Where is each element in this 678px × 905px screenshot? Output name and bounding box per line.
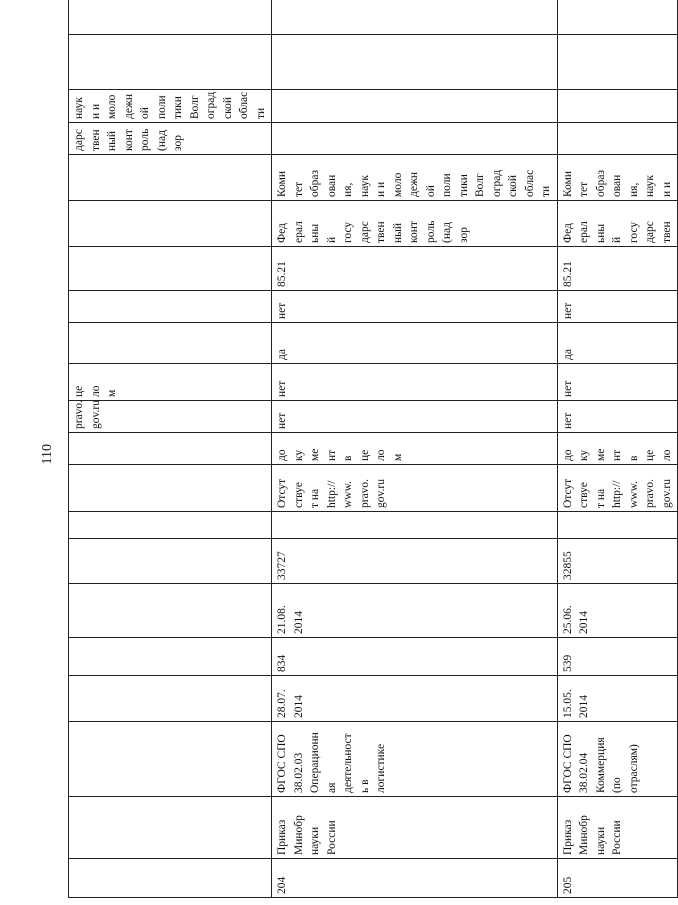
table-cell	[272, 201, 558, 247]
cell-text: 85.21	[561, 261, 574, 287]
cell-text: до ку ме нт в це ло м	[276, 448, 404, 461]
cell-text: pravo. gov.ru	[73, 399, 102, 429]
table-cell	[69, 512, 272, 539]
cell-text: 33727	[276, 551, 288, 580]
table-cell	[272, 123, 558, 155]
table-cell	[557, 512, 678, 539]
cell-text: Приказ Минобр науки России	[276, 815, 338, 855]
table-cell	[69, 797, 272, 859]
cell-text: 205	[561, 876, 574, 894]
table-cell	[272, 512, 558, 539]
table-cell	[272, 539, 558, 584]
cell-text: ФГОС СПО 38.02.04 Коммерция (по отраслям)	[561, 734, 640, 793]
table-cell	[557, 291, 678, 323]
cell-text: Отсут ствуе т на http:// www. pravo. gov.ru	[276, 478, 387, 508]
cell-text: до ку ме нт в це ло	[561, 448, 673, 461]
table-cell	[272, 465, 558, 512]
table-cell	[557, 638, 678, 676]
cell-text: Фед ерал ьны й госу дарс твен ный конт роль (над зор	[276, 220, 470, 243]
cell-text: нет	[561, 412, 574, 429]
table-cell	[272, 676, 558, 722]
table-cell	[557, 401, 678, 433]
document-table	[68, 0, 678, 898]
table-cell	[69, 247, 272, 291]
table-cell	[272, 638, 558, 676]
table-cell	[69, 638, 272, 676]
table-cell	[69, 401, 272, 433]
table-cell	[272, 323, 558, 364]
table-cell	[272, 0, 558, 35]
table-cell	[69, 201, 272, 247]
table-cell	[272, 433, 558, 465]
table-cell	[69, 291, 272, 323]
table-cell	[69, 364, 272, 401]
table-cell	[557, 676, 678, 722]
cell-text: Фед ерал ьны й госу дарс твен	[561, 221, 673, 243]
table-cell	[272, 35, 558, 90]
cell-text: 28.07. 2014	[276, 689, 305, 718]
table-cell	[69, 323, 272, 364]
cell-text: нет	[561, 380, 574, 397]
cell-text: 204	[276, 876, 288, 894]
table-cell	[69, 35, 272, 90]
cell-text: нет	[276, 302, 288, 319]
cell-text: дарс твен ный конт роль (над зор	[73, 128, 184, 151]
table-cell	[272, 364, 558, 401]
cell-text: Отсут ствуе т на http:// www. pravo. gov.ru	[561, 478, 673, 508]
cell-text: 834	[276, 654, 288, 672]
cell-text: 85.21	[276, 261, 288, 287]
table-cell	[557, 247, 678, 291]
table-cell	[272, 90, 558, 123]
table-cell	[69, 584, 272, 638]
table-row	[557, 0, 678, 898]
table-cell	[69, 539, 272, 584]
table-cell	[272, 584, 558, 638]
table-cell	[557, 323, 678, 364]
table-cell	[69, 433, 272, 465]
table-cell	[557, 155, 678, 201]
cell-text: нет	[561, 302, 574, 319]
table-cell	[557, 722, 678, 797]
table-row	[272, 0, 558, 898]
table-cell	[272, 722, 558, 797]
page-number: 110	[40, 444, 55, 465]
table-cell	[557, 433, 678, 465]
table-cell	[272, 401, 558, 433]
cell-text: 25.06. 2014	[561, 605, 590, 634]
cell-text: 21.08. 2014	[276, 605, 305, 634]
table-row	[69, 0, 272, 898]
table-cell	[69, 0, 272, 35]
cell-text: да	[276, 349, 288, 360]
cell-text: Коми тет образ ован ия, наук и и моло дежн ой поли тики Волг оград ской облас ти	[276, 169, 552, 197]
rotated-table-container	[68, 18, 673, 898]
table-cell	[69, 123, 272, 155]
cell-text: нет	[276, 412, 288, 429]
cell-text: 15.05. 2014	[561, 689, 590, 718]
table-cell	[557, 0, 678, 35]
table-cell	[557, 90, 678, 123]
table-cell	[69, 465, 272, 512]
cell-text: ФГОС СПО 38.02.03 Операционн ая деятельност ь в логистике	[276, 732, 387, 793]
table-cell	[557, 797, 678, 859]
table-cell	[272, 247, 558, 291]
table-cell	[69, 722, 272, 797]
cell-text: нет	[276, 380, 288, 397]
table-cell	[272, 797, 558, 859]
table-cell	[69, 90, 272, 123]
table-cell	[69, 859, 272, 898]
table-cell	[272, 155, 558, 201]
cell-text: да	[561, 349, 574, 360]
cell-text: це ло м	[73, 385, 118, 397]
table-cell	[272, 291, 558, 323]
table-cell	[557, 539, 678, 584]
cell-text: Коми тет образ ован ия, наук и и	[561, 170, 673, 197]
cell-text: Приказ Минобр науки России	[561, 815, 623, 855]
table-cell	[557, 584, 678, 638]
table-cell	[557, 201, 678, 247]
table-cell	[557, 465, 678, 512]
cell-text: 539	[561, 654, 574, 672]
table-cell	[557, 859, 678, 898]
table-cell	[557, 35, 678, 90]
cell-text: наук и и моло дежн ой поли тики Волг оград ской облас ти	[73, 91, 267, 119]
table-cell	[69, 155, 272, 201]
table-cell	[69, 676, 272, 722]
table-cell	[557, 123, 678, 155]
table-cell	[272, 859, 558, 898]
cell-text: 32855	[561, 551, 574, 580]
table-cell	[557, 364, 678, 401]
